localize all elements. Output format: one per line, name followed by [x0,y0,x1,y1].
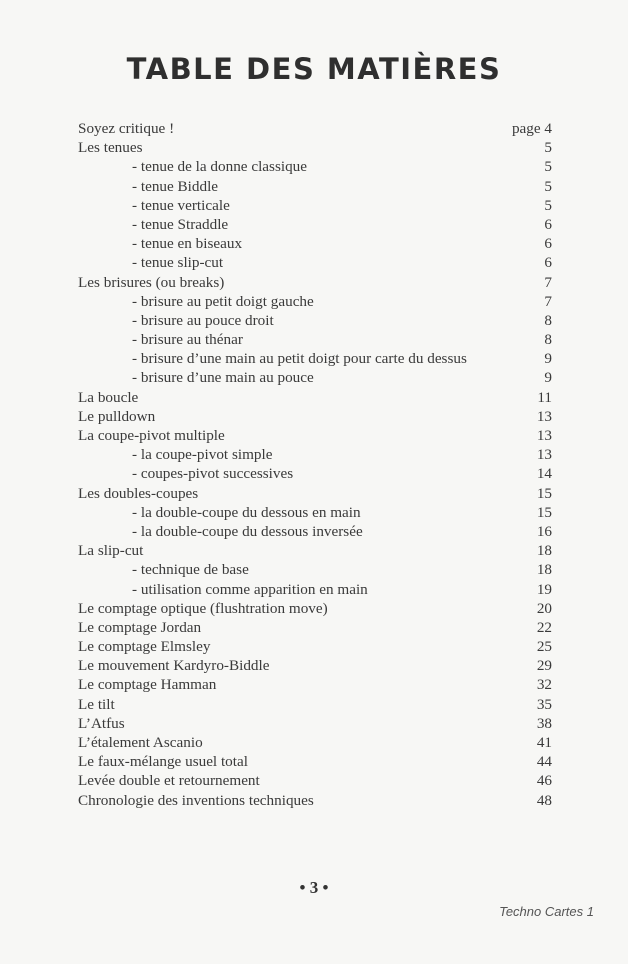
toc-entry-label: - brisure d’une main au petit doigt pour carte du dessus [132,350,467,368]
toc-entry-page: 32 [536,676,552,694]
toc-entry [78,484,552,503]
toc-entry-label: Le comptage Jordan [78,618,202,636]
toc-entry-page: 15 [536,503,552,521]
toc-subentry [78,177,552,196]
toc-subentry [78,311,552,330]
toc-entry-label: - brisure au thénar [132,331,243,349]
toc-entry-label: Les doubles-coupes [78,484,199,502]
toc-entry-page: 9 [544,350,552,368]
toc-subentry [78,503,552,522]
toc-subentry [78,445,552,464]
toc-entry-label: - technique de base [132,561,249,579]
toc-entry-page: 48 [536,791,552,809]
toc-entry-label: Le comptage Hamman [78,676,217,694]
toc-entry-label: - tenue Straddle [132,215,229,233]
toc-entry-page: 22 [536,618,552,636]
toc-entry-page: 29 [536,657,552,675]
toc-entry-label: - brisure au pouce droit [132,311,274,329]
toc-subentry [78,253,552,272]
toc-entry [78,714,552,733]
toc-entry [78,656,552,675]
toc-entry-label: Levée double et retournement [78,772,260,790]
toc-subentry [78,196,552,215]
toc-entry-label: Le tilt [78,695,115,713]
toc-entry-page: 5 [544,158,552,176]
toc-entry-page: 6 [544,254,552,272]
toc-entry [78,791,552,810]
toc-entry-label: L’Atfus [78,714,125,732]
toc-entry [78,733,552,752]
toc-entry-label: - tenue verticale [132,196,230,214]
running-footer: Techno Cartes 1 [499,904,594,919]
toc-subentry [78,234,552,253]
toc-entry [78,388,552,407]
toc-entry-page: 18 [536,561,552,579]
toc-entry-label: Le faux-mélange usuel total [78,753,248,771]
toc-entry-page: 38 [536,714,552,732]
toc-entry-label: La slip-cut [78,542,144,560]
toc-entry [78,273,552,292]
toc-entry-page: 44 [536,753,552,771]
toc-entry-label: Chronologie des inventions techniques [78,791,314,809]
toc-entry-label: Le comptage optique (flushtration move) [78,599,328,617]
toc-entry [78,618,552,637]
toc-entry-page: 8 [544,311,552,329]
toc-entry [78,541,552,560]
toc-entry-label: - brisure au petit doigt gauche [132,292,314,310]
toc-entry-page: 9 [544,369,552,387]
toc-entry-page: 13 [536,427,552,444]
toc-entry-label: - la double-coupe du dessous en main [132,503,361,521]
toc-entry-label: - la double-coupe du dessous inversée [132,522,363,540]
toc-entry-page: 16 [536,522,552,540]
toc-entry-label: Le pulldown [78,407,156,425]
toc-entry-page: 46 [536,772,552,790]
toc-subentry [78,292,552,311]
page-number: • 3 • [299,878,329,897]
toc-entry-page: 13 [536,446,552,464]
toc-entry-page: 41 [536,734,552,751]
toc-entry-label: - tenue en biseaux [132,235,243,253]
toc-entry-page: 6 [544,235,552,253]
table-of-contents [78,119,552,810]
toc-subentry [78,215,552,234]
toc-entry-label: Soyez critique ! [78,120,175,137]
toc-entry [78,138,552,157]
toc-entry [78,695,552,714]
toc-entry-label: Le mouvement Kardyro-Biddle [78,657,270,675]
toc-subentry [78,349,552,368]
toc-entry [78,752,552,771]
toc-entry [78,599,552,618]
toc-subentry [78,560,552,579]
toc-subentry [78,464,552,483]
toc-entry-label: - coupes-pivot successives [132,465,294,483]
toc-entry-page: 5 [544,177,552,195]
toc-subentry [78,330,552,349]
toc-entry-page: 25 [536,638,552,656]
toc-entry [78,771,552,790]
toc-subentry [78,522,552,541]
toc-entry-label: - tenue slip-cut [132,254,224,272]
toc-entry-page: 14 [536,465,552,483]
toc-entry-label: L’étalement Ascanio [78,734,203,751]
page-title: TABLE DES MATIÈRES [126,52,502,86]
toc-entry-page: 11 [537,388,552,406]
toc-entry-label: - tenue Biddle [132,177,219,195]
toc-entry-page: 15 [536,484,552,502]
toc-entry-page: 5 [544,139,552,157]
toc-entry-label: Les brisures (ou breaks) [78,273,225,291]
toc-entry-label: Les tenues [78,139,143,157]
toc-entry-page: 5 [544,196,552,214]
toc-entry [78,119,552,138]
toc-entry-page: 7 [544,273,552,291]
toc-entry-label: - brisure d’une main au pouce [132,369,314,387]
toc-subentry [78,157,552,176]
toc-entry-page: 13 [536,407,552,425]
toc-entry-label: - utilisation comme apparition en main [132,580,368,598]
toc-entry [78,426,552,445]
toc-entry-label: Le comptage Elmsley [78,638,211,656]
toc-entry [78,407,552,426]
toc-entry-page: 8 [544,331,552,349]
toc-entry-label: La coupe-pivot multiple [78,427,225,444]
toc-entry [78,675,552,694]
toc-entry-page: 35 [536,695,552,713]
toc-entry-page: 19 [536,580,552,598]
toc-entry-page: 20 [536,599,552,617]
toc-entry-label: La boucle [78,388,139,406]
toc-subentry [78,580,552,599]
toc-subentry [78,368,552,387]
toc-entry-label: - tenue de la donne classique [132,158,308,176]
toc-entry-label: - la coupe-pivot simple [132,446,273,464]
toc-entry-page: page 4 [511,120,552,137]
toc-entry-page: 6 [544,215,552,233]
toc-entry-page: 18 [536,542,552,560]
toc-entry-page: 7 [544,292,552,310]
toc-entry [78,637,552,656]
